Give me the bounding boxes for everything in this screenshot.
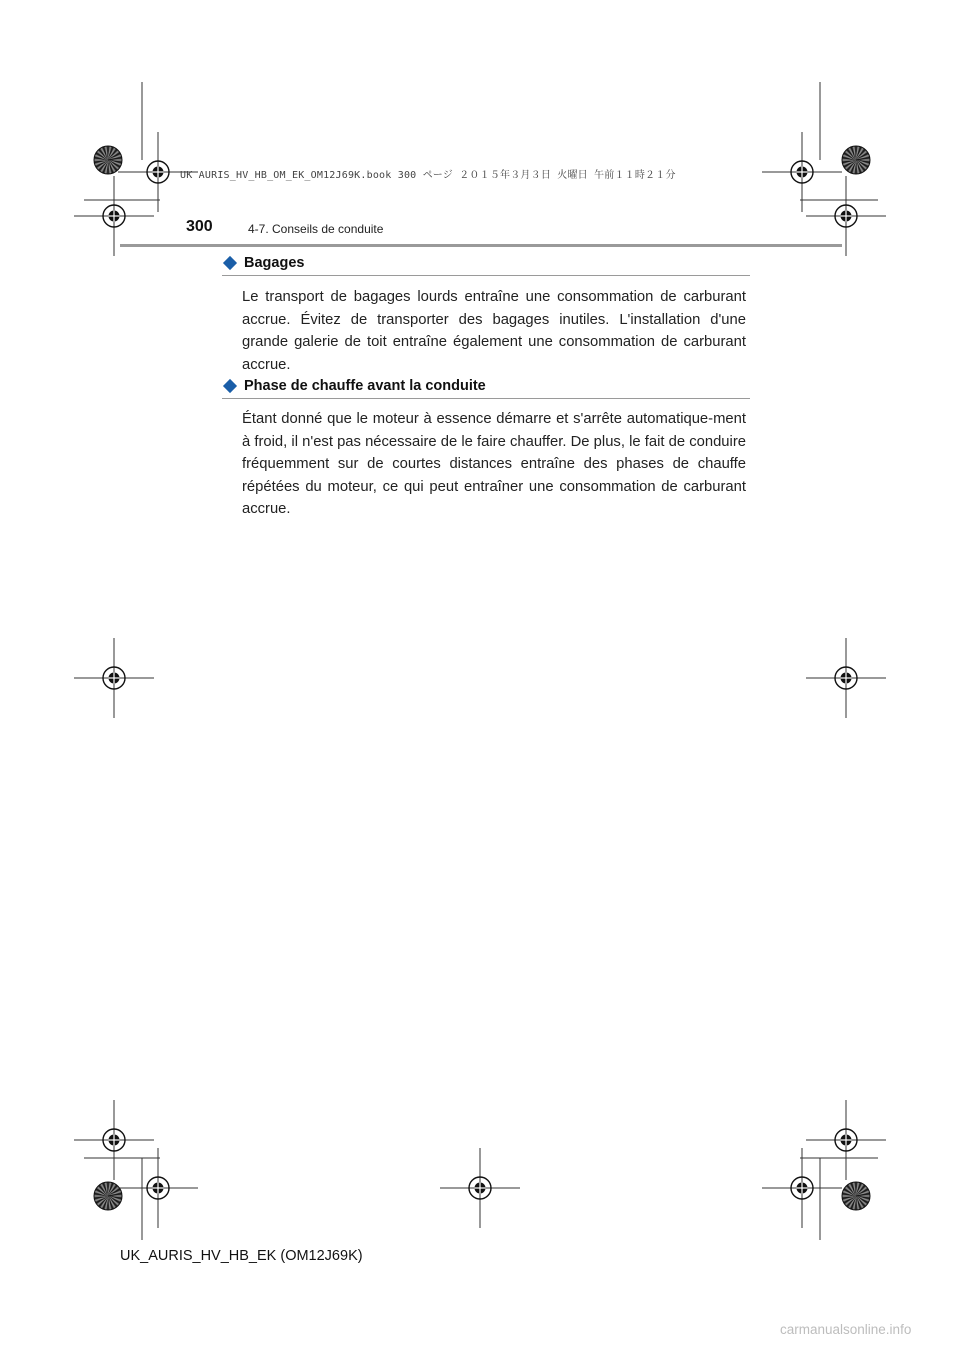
diamond-bullet-icon <box>223 256 237 270</box>
watermark: carmanualsonline.info <box>780 1322 912 1337</box>
color-wheel-icon <box>842 146 870 174</box>
registration-mark-icon <box>118 1148 198 1228</box>
registration-mark-icon <box>806 1100 886 1180</box>
section-title: 4-7. Conseils de conduite <box>248 222 384 236</box>
diamond-bullet-icon <box>223 379 237 393</box>
registration-mark-icon <box>806 638 886 718</box>
heading-rule <box>222 398 750 399</box>
paragraph-bagages: Le transport de bagages lourds entraîne une consommation de carburant accrue. Évitez de transporter des bagages inutiles. L'installation d'une grande galerie de toit entraîne également une consommation de carburant accrue. <box>242 289 746 373</box>
print-header: UK AURIS_HV_HB_OM_EK_OM12J69K.book 300 ページ ２０１５年３月３日 火曜日 午前１１時２１分 <box>180 170 676 181</box>
section-heading-bagages <box>222 255 750 271</box>
registration-mark-icon <box>762 1148 842 1228</box>
paragraph-phase-de-chauffe: Étant donné que le moteur à essence démarre et s'arrête automatique-ment à froid, il n'est pas nécessaire de le faire chauffer. De plus, le fait de conduire fréquemment sur de courtes distances entraîne des phases de chauffe répétées du moteur, ce qui peut entraîner une consommation de carburant accrue. <box>242 411 746 517</box>
color-wheel-icon <box>842 1182 870 1210</box>
footer-code: UK_AURIS_HV_HB_EK (OM12J69K) <box>120 1248 363 1264</box>
registration-mark-icon <box>440 1148 520 1228</box>
page-number: 300 <box>186 218 213 235</box>
heading-text: Phase de chauffe avant la conduite <box>244 378 486 394</box>
heading-text: Bagages <box>244 255 305 271</box>
color-wheel-icon <box>94 146 122 174</box>
header-rule <box>120 244 842 247</box>
section-heading-phase-de-chauffe <box>222 378 750 394</box>
heading-rule <box>222 275 750 276</box>
color-wheel-icon <box>94 1182 122 1210</box>
registration-mark-icon <box>74 638 154 718</box>
